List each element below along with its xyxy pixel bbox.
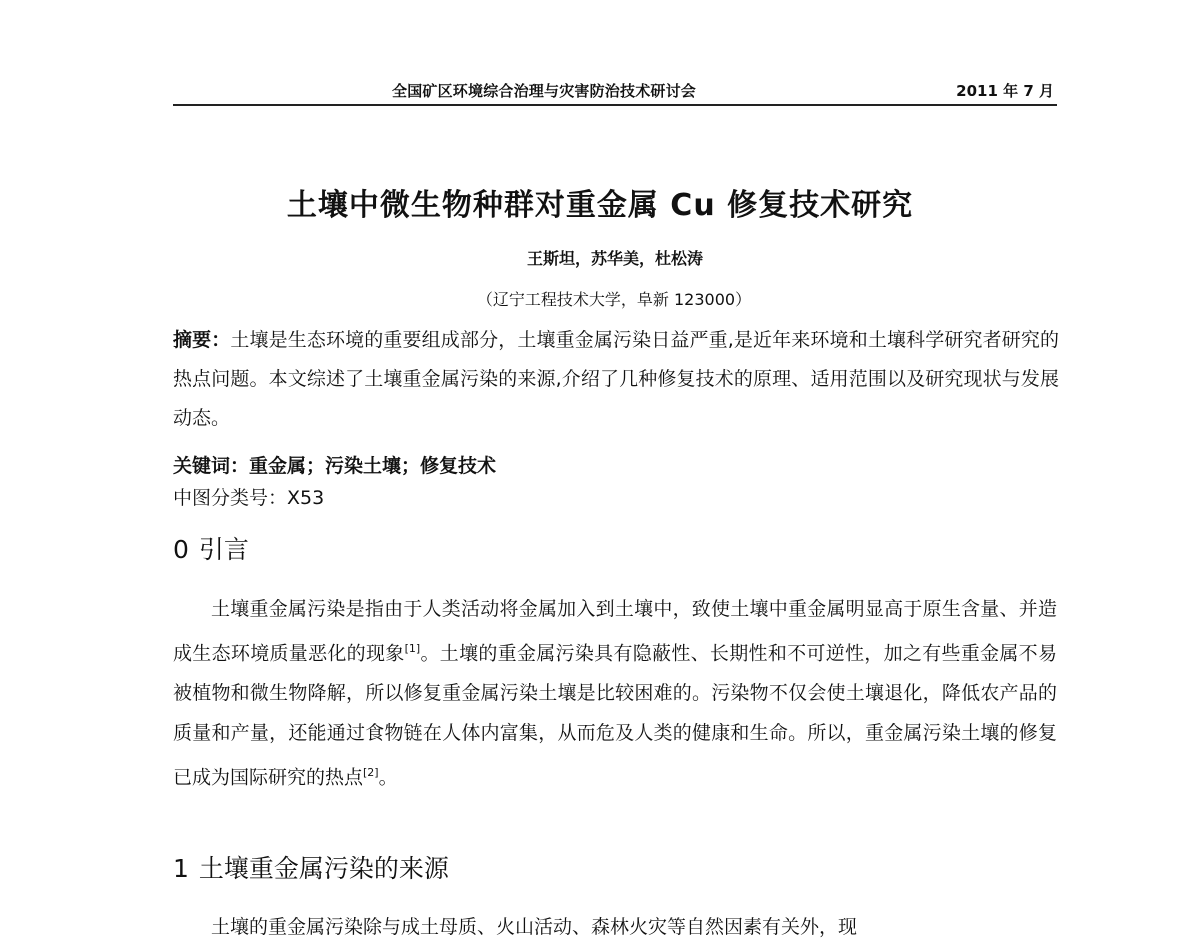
section-heading-sources — [173, 849, 449, 885]
keywords-value: 重金属；污染土壤；修复技术 — [249, 455, 497, 477]
citation-ref: [1] — [404, 642, 421, 655]
section-title: 土壤重金属污染的来源 — [198, 854, 449, 883]
classification-number — [173, 483, 324, 513]
citation-ref: [2] — [363, 766, 379, 780]
section-title: 引言 — [198, 535, 249, 564]
keywords-label: 关键词： — [173, 455, 250, 477]
paragraph-text: 土壤的重金属污染除与成土母质、火山活动、森林火灾等自然因素有关外，现 — [211, 916, 858, 938]
paper-title: 土壤中微生物种群对重金属 Cu 修复技术研究 — [286, 188, 914, 223]
keywords — [173, 451, 496, 481]
running-header-date: 2011 年 7 月 — [956, 82, 1054, 100]
paragraph-text: 。土壤的重金属污染具有隐蔽性、长期性和不可逆性，加之有些重金属不易被植物和微生物降解，所以修复重金属污染土壤是比较困难的。污染物不仅会使土壤退化，降低农产品的质量和产量，还能通过食物链在人体内富集，从而危及人类的健康和生命。所以，重金属污染土壤的修复已成为国际研究的热点 — [173, 642, 1057, 789]
paper-affiliation: （辽宁工程技术大学，阜新 123000） — [476, 290, 752, 309]
section-number: 0 — [173, 535, 189, 564]
abstract — [173, 321, 1059, 438]
header-rule — [173, 104, 1057, 106]
paragraph-text: 土壤重金属污染是指由于人类活动将金属加入到土壤中，致使土壤中重金属明显高于原生含量、并造成生态环境质量恶化的现象 — [173, 598, 1057, 665]
sources-paragraph — [173, 907, 1057, 947]
running-header-conference: 全国矿区环境综合治理与灾害防治技术研讨会 — [392, 82, 697, 100]
paragraph-text: 。 — [378, 766, 398, 789]
abstract-text: 土壤是生态环境的重要组成部分，土壤重金属污染日益严重,是近年来环境和土壤科学研究者研究的热点问题。本文综述了土壤重金属污染的来源,介绍了几种修复技术的原理、适用范围以及研究现状与发展动态。 — [173, 329, 1059, 429]
classno-value: X53 — [287, 487, 325, 509]
abstract-label: 摘要： — [173, 329, 231, 351]
intro-paragraph — [173, 589, 1057, 798]
classno-label: 中图分类号： — [173, 487, 288, 509]
paper-authors: 王斯坦，苏华美，杜松涛 — [526, 249, 703, 268]
section-number: 1 — [173, 854, 189, 883]
section-heading-intro — [173, 530, 249, 566]
